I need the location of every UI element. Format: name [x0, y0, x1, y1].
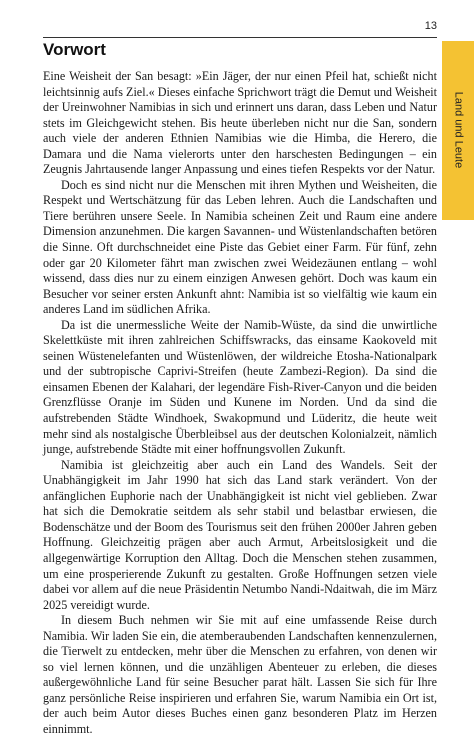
paragraph: In diesem Buch nehmen wir Sie mit auf eine umfassende Reise durch Namibia. Wir laden Sie ein, die atemberaubenden Landschaften kennenzulernen, die Tierwelt zu entdecken, mehr über die Menschen zu erfahren, von denen wir so viel lernen können, und die unzähligen Abenteuer zu erleben, die dieses außergewöhnliche Land für seine Besucher parat hält. Lassen Sie sich für Ihre ganz persönliche Reise inspirieren und erfahren Sie, warum Namibia ein Ort ist, der auch beim Autor dieses Buches einen ganz besonderen Platz im Herzen einnimmt. [43, 613, 437, 736]
paragraph: Eine Weisheit der San besagt: »Ein Jäger, der nur einen Pfeil hat, schießt nicht leichtsinnig aufs Ziel.« Dieses einfache Sprichwort trägt die Demut und Weisheit der Ureinwohner Namibias in sich und erinnert uns daran, dass Leben und Natur stets im Gleichgewicht stehen. Bis heute überleben nicht nur die San, sondern auch viele der anderen Ethnien Namibias wie die Himba, die Herero, die Damara und die Nama vielerorts unter den harschesten Bedingungen – ein Zeugnis Jahrtausende langer Anpassung und eines tiefen Respekts vor der Natur. [43, 69, 437, 177]
header-rule [43, 37, 437, 38]
page-number: 13 [424, 20, 437, 32]
paragraph: Da ist die unermessliche Weite der Namib-Wüste, da sind die unwirtliche Skelettküste mit ihren zahlreichen Schiffswracks, das einsame Kaokoveld mit seinen Wüstenelefanten und Wüstenlöwen, der wildreiche Etosha-Nationalpark und der subtropische Caprivi-Streifen (heute Zambezi-Region). Da sind die einsamen Ebenen der Kalahari, der legendäre Fish-River-Canyon und die beiden Grenzflüsse Oranje im Süden und Kunene im Norden. Und da sind die aufstrebenden Städte Windhoek, Swakopmund und Lüderitz, die heute weit mehr sind als nostalgische Überbleibsel aus der deutschen Kolonialzeit, nämlich junge, aufstrebende Städte mit einer hoffnungsvollen Zukunft. [43, 317, 437, 457]
section-tab-label: Land und Leute [452, 91, 464, 169]
paragraph: Namibia ist gleichzeitig aber auch ein Land des Wandels. Seit der Unabhängigkeit im Jahr 1990 hat sich das Land stark verändert. Von der anfänglichen Euphorie nach der Unabhängigkeit ist nicht viel geblieben. Zwar hat sich die Demokratie seitdem als sehr stabil und belastbar erwiesen, die Bodenschätze und der Boom des Tourismus seit den frühen 2000er Jahren geben Hoffnung. Gleichzeitig prägen aber auch Armut, Arbeitslosigkeit und die allgegenwärtige Korruption den Alltag. Doch die Menschen stehen zusammen, um eine prosperierende Zukunft zu gestalten. Große Hoffnungen setzen viele dabei vor allem auf die neue Präsidentin Netumbo Nandi-Ndaitwah, die im März 2025 vereidigt wurde. [43, 457, 437, 612]
chapter-title: Vorwort [43, 40, 106, 59]
body-text [43, 69, 437, 738]
paragraph: Doch es sind nicht nur die Menschen mit ihren Mythen und Weisheiten, die Respekt und Wertschätzung für das Leben lehren. Auch die Landschaften und Tiere berühren unsere Seele. In Namibia scheinen Zeit und Raum eine andere Dimension anzunehmen. Die kargen Savannen- und Wüstenlandschaften betören die Sinne. Oft durchschneidet eine Piste das Gebiet einer Farm. Für fünf, zehn oder gar 20 Kilometer fährt man zwischen zwei Weidezäunen entlang – wohl wissend, dass dies nur zu einem einzigen Anwesen gehört. Doch was kaum ein Besucher vor seiner ersten Ankunft ahnt: Namibia ist so vielfältig wie kaum ein anderes Land im südlichen Afrika. [43, 177, 437, 317]
